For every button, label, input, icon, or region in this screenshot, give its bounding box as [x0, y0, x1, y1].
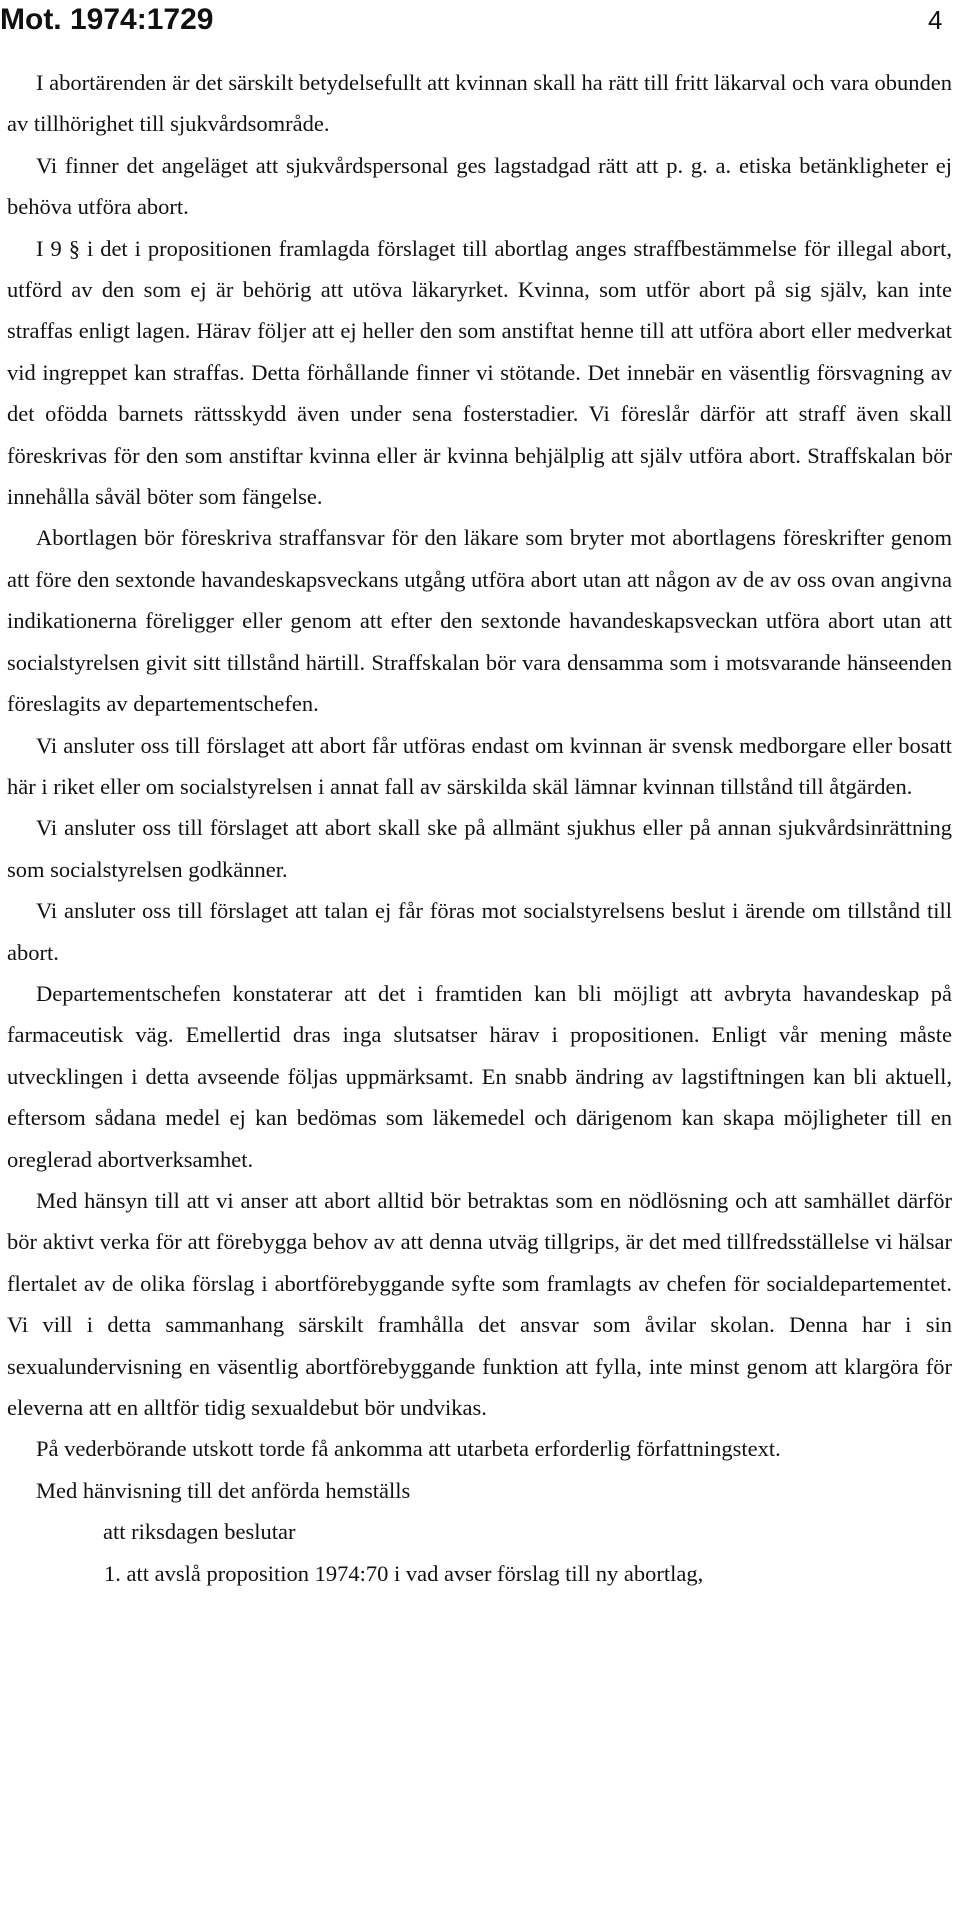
- paragraph-prevention: Med hänsyn till att vi anser att abort alltid bör betraktas som en nödlösning och att samhället därför bör aktivt verka för att förebygga behov av att denna utväg tillgrips, är det med tillfredsställelse vi hälsar flertalet av de olika förslag i abortförebyggande syfte som framlagts av chefen för socialdepartementet. Vi vill i detta sammanhang särskilt framhålla det ansvar som åvilar skolan. Denna har i sin sexualundervisning en väsentlig abortförebyggande funktion att fylla, inte minst genom att klargöra för eleverna att en alltför tidig sexualdebut bör undvikas.: [7, 1187, 952, 1420]
- paragraph-appeal: Vi ansluter oss till förslaget att talan ej får föras mot socialstyrelsens beslut i ärende om tillstånd till abort.: [7, 898, 952, 965]
- closing-item-1: 1. att avslå proposition 1974:70 i vad avser förslag till ny abortlag,: [104, 1560, 704, 1586]
- paragraph-doctor-choice: I abortärenden är det särskilt betydelsefullt att kvinnan skall ha rätt till fritt läkarval och vara obunden av tillhörighet till sjukvårdsområde.: [7, 70, 952, 137]
- motion-number: Mot. 1974:1729: [0, 3, 214, 36]
- paragraph-pharmaceutical: Departementschefen konstaterar att det i framtiden kan bli möjligt att avbryta havandeskap på farmaceutisk väg. Emellertid dras inga slutsatser härav i propositionen. Enligt vår mening måste utvecklingen i detta avseende följas uppmärksamt. En snabb ändring av lagstiftningen kan bli aktuell, eftersom sådana medel ej kan bedömas som läkemedel och därigenom kan skapa möjligheter till en oreglerad abortverksamhet.: [7, 980, 952, 1172]
- closing-reference: Med hänvisning till det anförda hemställs: [36, 1477, 411, 1503]
- paragraph-committee: På vederbörande utskott torde få ankomma att utarbeta erforderlig författningstext.: [36, 1436, 781, 1462]
- paragraph-citizenship: Vi ansluter oss till förslaget att abort får utföras endast om kvinnan är svensk medborgare eller bosatt här i riket eller om socialstyrelsen i annat fall av särskilda skäl lämnar kvinnan tillstånd till åtgärden.: [7, 732, 952, 799]
- page-header: [0, 0, 960, 44]
- document-body: [7, 62, 952, 1594]
- page-number: 4: [928, 5, 943, 35]
- paragraph-penalties: I 9 § i det i propositionen framlagda förslaget till abortlag anges straffbestämmelse för illegal abort, utförd av den som ej är behörig att utöva läkaryrket. Kvinna, som utför abort på sig själv, kan inte straffas enligt lagen. Härav följer att ej heller den som anstiftat henne till att utföra abort eller medverkat vid ingreppet kan straffas. Detta förhållande finner vi stötande. Det innebär en väsentlig försvagning av det ofödda barnets rättsskydd även under sena fosterstadier. Vi föreslår därför att straff även skall föreskrivas för den som anstiftar kvinna eller är kvinna behjälplig att själv utföra abort. Straffskalan bör innehålla såväl böter som fängelse.: [7, 235, 952, 510]
- paragraph-doctor-liability: Abortlagen bör föreskriva straffansvar för den läkare som bryter mot abortlagens föreskrifter genom att före den sextonde havandeskapsveckans utgång utföra abort utan att någon av de av oss ovan angivna indikationerna föreligger eller genom att efter den sextonde havandeskapsveckan utföra abort utan att socialstyrelsen givit sitt tillstånd härtill. Straffskalan bör vara densamma som i motsvarande hänseenden föreslagits av departementschefen.: [7, 525, 952, 717]
- paragraph-hospital: Vi ansluter oss till förslaget att abort skall ske på allmänt sjukhus eller på annan sjukvårdsinrättning som socialstyrelsen godkänner.: [7, 815, 952, 882]
- paragraph-conscience: Vi finner det angeläget att sjukvårdspersonal ges lagstadgad rätt att p. g. a. etiska betänkligheter ej behöva utföra abort.: [7, 152, 952, 220]
- closing-request: att riksdagen beslutar: [103, 1519, 296, 1545]
